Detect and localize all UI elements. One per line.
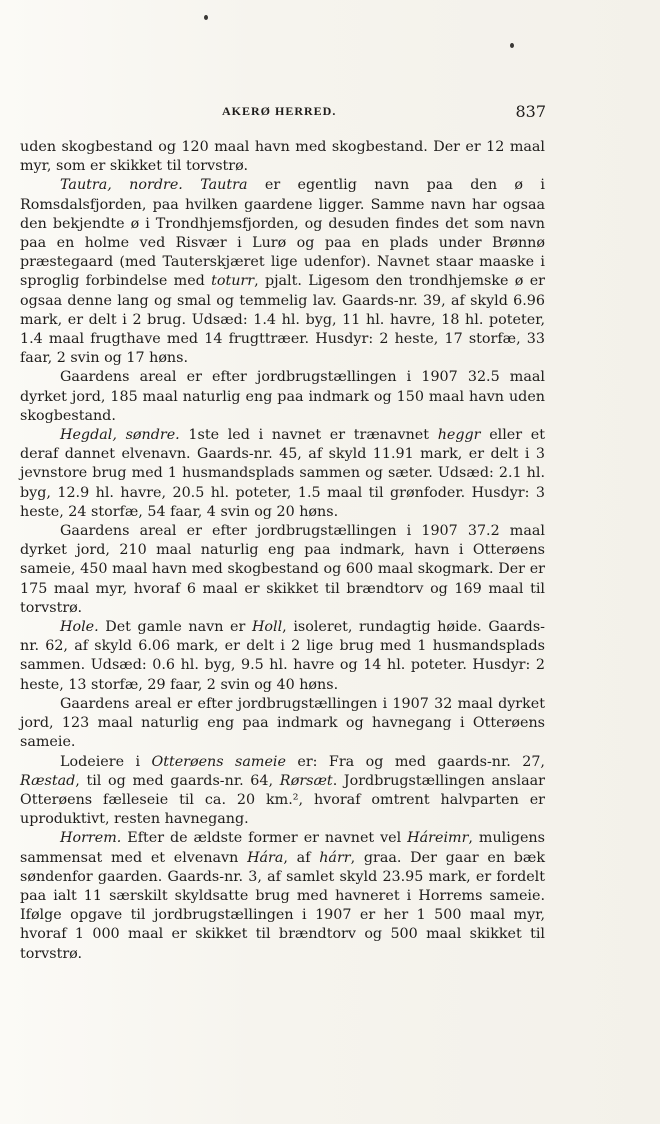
body-text: [20, 138, 545, 964]
italic-run: Hegdal, søndre.: [60, 427, 180, 444]
ink-speck: [204, 15, 208, 20]
text-run: Gaardens areal er efter jordbrugstællingen i 1907 37.2 maal dyrket jord, 210 maal naturlig eng paa indmark, havn i Otterøens sameie, 450 maal havn med skogbestand og 600 maal skogmark. Der er 175 maal myr, hvoraf 6 maal er skikket til brændtorv og 169 maal til torvstrø.: [20, 523, 545, 616]
italic-run: Horrem.: [60, 830, 122, 847]
text-run: , isoleret, rundagtig høide. Gaards-nr. 62, af skyld 6.06 mark, er delt i 2 lige brug med 1 husmandsplads sammen. Udsæd: 0.6 hl. byg, 9.5 hl. havre og 14 hl. poteter. Husdyr: 2 heste, 13 storfæ, 29 faar, 2 svin og 40 høns.: [20, 619, 545, 693]
text-run: . Jordbrugstællingen anslaar Otterøens fælleseie til ca. 20 km.², hvoraf omtrent halvparten er uproduktivt, resten havnegang.: [20, 772, 545, 828]
paragraph: [20, 695, 545, 753]
italic-run: heggr: [437, 427, 481, 444]
paragraph: [20, 138, 545, 176]
text-run: , af: [283, 849, 320, 866]
italic-run: Holl: [251, 619, 283, 636]
page-number: 837: [515, 102, 546, 121]
paragraph: [20, 618, 545, 695]
italic-run: Háreimr: [407, 830, 469, 847]
text-run: , muligens sammensat med et elvenavn: [20, 830, 545, 866]
text-run: , til og med gaards-nr. 64,: [75, 772, 280, 789]
text-run: Efter de ældste former er navnet vel: [121, 830, 408, 847]
italic-run: Hole.: [60, 619, 99, 636]
italic-run: hárr: [319, 849, 351, 866]
italic-run: Ræstad: [20, 772, 76, 789]
italic-run: Hára: [247, 849, 284, 866]
italic-run: Otterøens sameie: [151, 753, 286, 770]
paragraph: [20, 522, 545, 618]
text-run: Lodeiere i: [60, 753, 152, 770]
text-run: eller et deraf dannet elvenavn. Gaards-nr. 45, af skyld 11.91 mark, er delt i 3 jevnstore brug med 1 husmandsplads sammen og sæter. Udsæd: 2.1 hl. byg, 12.9 hl. havre, 20.5 hl. poteter, 1.5 maal til grønfoder. Husdyr: 3 heste, 24 storfæ, 54 faar, 4 svin og 20 høns.: [20, 427, 546, 520]
page-header: [0, 104, 660, 126]
italic-run: Rørsæt: [279, 772, 333, 789]
text-run: Gaardens areal er efter jordbrugstællingen i 1907 32 maal dyrket jord, 123 maal naturlig eng paa indmark og havnegang i Otterøens sameie.: [20, 695, 545, 751]
text-run: er egentlig navn paa den ø i Romsdalsfjorden, paa hvilken gaardene ligger. Samme navn har ogsaa den bekjendte ø i Trondhjemsfjorden, og desuden findes det som navn paa en holme ved Risvær i Lurø og paa en plads under Brønnø præstegaard (med Tauterskjæret lige udenfor). Navnet staar maaske i sproglig forbindelse med: [20, 177, 545, 290]
paragraph: [20, 368, 545, 426]
text-run: [183, 177, 200, 193]
text-run: uden skogbestand og 120 maal havn med skogbestand. Der er 12 maal myr, som er skikket til torvstrø.: [20, 139, 545, 175]
text-run: , graa. Der gaar en bæk søndenfor gaarden. Gaards-nr. 3, af samlet skyld 23.95 mark, er fordelt paa ialt 11 særskilt skyldsatte brug med havneret i Horrems sameie. Ifølge opgave til jordbrugstællingen i 1907 er her 1 500 maal myr, hvoraf 1 000 maal er skikket til brændtorv og 500 maal skikket til torvstrø.: [20, 849, 546, 962]
text-run: Gaardens areal er efter jordbrugstællingen i 1907 32.5 maal dyrket jord, 185 maal naturlig eng paa indmark og 150 maal havn uden skogbestand.: [20, 369, 545, 424]
italic-run: Tautra, nordre.: [60, 177, 183, 194]
paragraph: [20, 753, 545, 830]
italic-run: Tautra: [200, 177, 248, 194]
italic-run: toturr: [211, 273, 255, 290]
text-run: 1ste led i navnet er trænavnet: [179, 427, 438, 444]
ink-speck: [510, 43, 514, 48]
paragraph: [20, 426, 545, 522]
paragraph: [20, 176, 545, 368]
text-run: Det gamle navn er: [98, 619, 252, 636]
text-run: er: Fra og med gaards-nr. 27,: [285, 753, 545, 770]
text-run: , pjalt. Ligesom den trondhjemske ø er ogsaa denne lang og smal og temmelig lav. Gaards-nr. 39, af skyld 6.96 mark, er delt i 2 brug. Udsæd: 1.4 hl. byg, 11 hl. havre, 18 hl. poteter, 1.4 maal frugthave med 14 frugttræer. Husdyr: 2 heste, 17 storfæ, 33 faar, 2 svin og 17 høns.: [20, 273, 545, 367]
paragraph: [20, 829, 545, 963]
running-title: AKERØ HERRED.: [222, 104, 337, 118]
